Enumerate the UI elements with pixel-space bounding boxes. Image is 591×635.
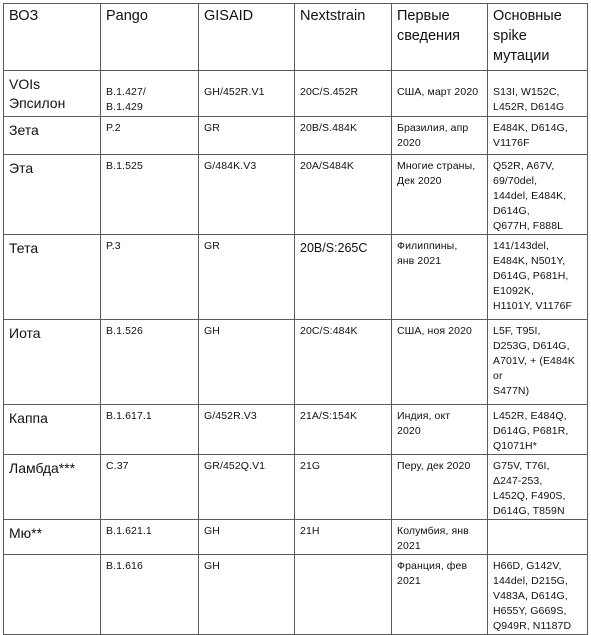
cell-spike: [488, 117, 588, 155]
header-who-label: ВОЗ: [9, 8, 39, 24]
nextstrain-clade: 21G: [300, 460, 321, 472]
spike-mutations: H66D, G142V, 144del, D215G, V483A, D614G, H655Y, G669S, Q949R, N1187D: [493, 560, 572, 632]
header-first-reports-label: Первые сведения: [397, 8, 461, 44]
cell-pango: [101, 455, 199, 520]
spike-mutations: G75V, T76I, Δ247-253, L452Q, F490S, D614G, T859N: [493, 460, 566, 517]
cell-gisaid: [199, 320, 295, 405]
spike-mutations: Q52R, A67V, 69/70del, 144del, E484K, D614G, Q677H, F888L: [493, 160, 567, 232]
spike-mutations: E484K, D614G, V1176F: [493, 122, 568, 149]
cell-gisaid: [199, 235, 295, 320]
cell-spike: [488, 455, 588, 520]
spike-mutations: S13I, W152C, L452R, D614G: [493, 86, 565, 113]
cell-nextstrain: [295, 405, 392, 455]
variant-name: VOIs Эпсилон: [9, 76, 66, 111]
cell-spike: [488, 320, 588, 405]
nextstrain-clade: 21H: [300, 525, 320, 537]
first-reports: США, март 2020: [397, 86, 479, 98]
cell-nextstrain: [295, 155, 392, 235]
cell-pango: [101, 320, 199, 405]
cell-nextstrain: [295, 235, 392, 320]
cell-spike: [488, 71, 588, 117]
header-gisaid: [199, 4, 295, 71]
variant-name: Каппа: [9, 410, 48, 426]
nextstrain-clade: 20A/S484K: [300, 160, 355, 172]
header-gisaid-label: GISAID: [204, 8, 254, 24]
cell-pango: [101, 555, 199, 635]
gisaid-clade: GH: [204, 560, 220, 572]
gisaid-clade: GH/452R.V1: [204, 86, 265, 98]
nextstrain-clade: 20C/S:484K: [300, 325, 358, 337]
pango-lineage: P.2: [106, 122, 121, 134]
cell-first-reports: [392, 405, 488, 455]
cell-who: [4, 235, 101, 320]
header-pango: [101, 4, 199, 71]
nextstrain-clade: 20B/S:265C: [300, 241, 368, 255]
cell-gisaid: [199, 155, 295, 235]
cell-first-reports: [392, 320, 488, 405]
cell-who: [4, 455, 101, 520]
cell-first-reports: [392, 455, 488, 520]
cell-pango: [101, 520, 199, 555]
nextstrain-clade: 20C/S.452R: [300, 86, 359, 98]
variant-name: Иота: [9, 325, 41, 341]
cell-who: [4, 405, 101, 455]
cell-who: [4, 117, 101, 155]
cell-spike: [488, 555, 588, 635]
nextstrain-clade: 21A/S:154K: [300, 410, 358, 422]
header-spike-mutations: [488, 4, 588, 71]
gisaid-clade: G/484K.V3: [204, 160, 257, 172]
pango-lineage: B.1.621.1: [106, 525, 152, 537]
pango-lineage: B.1.616: [106, 560, 143, 572]
table-row: [4, 117, 588, 155]
cell-gisaid: [199, 520, 295, 555]
gisaid-clade: GH: [204, 525, 220, 537]
cell-who: [4, 71, 101, 117]
header-nextstrain-label: Nextstrain: [300, 8, 366, 24]
table-row: [4, 555, 588, 635]
table-row: [4, 155, 588, 235]
first-reports: Перу, дек 2020: [397, 460, 471, 472]
pango-lineage: C.37: [106, 460, 129, 472]
cell-first-reports: [392, 555, 488, 635]
cell-spike: [488, 520, 588, 555]
first-reports: Колумбия, янв 2021: [397, 525, 469, 552]
variant-name: Тета: [9, 240, 39, 256]
cell-pango: [101, 235, 199, 320]
table-row: [4, 320, 588, 405]
pango-lineage: B.1.427/ B.1.429: [106, 86, 146, 113]
cell-first-reports: [392, 520, 488, 555]
cell-gisaid: [199, 555, 295, 635]
table-row: [4, 455, 588, 520]
first-reports: Индия, окт 2020: [397, 410, 451, 437]
cell-pango: [101, 155, 199, 235]
cell-pango: [101, 117, 199, 155]
variant-name: Эта: [9, 160, 34, 176]
cell-first-reports: [392, 117, 488, 155]
cell-spike: [488, 235, 588, 320]
pango-lineage: B.1.526: [106, 325, 143, 337]
variant-name: Зета: [9, 122, 39, 138]
nextstrain-clade: 20B/S.484K: [300, 122, 358, 134]
variant-name: Мю**: [9, 525, 43, 541]
pango-lineage: P.3: [106, 240, 121, 252]
spike-mutations: 141/143del, E484K, N501Y, D614G, P681H, E1092K, H1101Y, V1176F: [493, 240, 573, 312]
cell-nextstrain: [295, 71, 392, 117]
first-reports: Многие страны, Дек 2020: [397, 160, 476, 187]
gisaid-clade: GR: [204, 122, 220, 134]
gisaid-clade: GH: [204, 325, 220, 337]
header-pango-label: Pango: [106, 8, 148, 24]
cell-first-reports: [392, 235, 488, 320]
cell-gisaid: [199, 455, 295, 520]
first-reports: Франция, фев 2021: [397, 560, 468, 587]
cell-nextstrain: [295, 455, 392, 520]
cell-gisaid: [199, 71, 295, 117]
cell-pango: [101, 71, 199, 117]
cell-nextstrain: [295, 520, 392, 555]
table-row: [4, 235, 588, 320]
spike-mutations: L452R, E484Q, D614G, P681R, Q1071H*: [493, 410, 569, 452]
cell-pango: [101, 405, 199, 455]
header-first-reports: [392, 4, 488, 71]
first-reports: Бразилия, апр 2020: [397, 122, 469, 149]
pango-lineage: B.1.525: [106, 160, 143, 172]
table-row: [4, 520, 588, 555]
cell-spike: [488, 405, 588, 455]
cell-nextstrain: [295, 117, 392, 155]
cell-first-reports: [392, 155, 488, 235]
pango-lineage: B.1.617.1: [106, 410, 152, 422]
cell-gisaid: [199, 117, 295, 155]
variant-name: Ламбда***: [9, 460, 76, 476]
table-row: [4, 71, 588, 117]
cell-gisaid: [199, 405, 295, 455]
gisaid-clade: G/452R.V3: [204, 410, 257, 422]
header-spike-mutations-label: Основные spike мутации: [493, 8, 562, 64]
cell-first-reports: [392, 71, 488, 117]
variants-table: [3, 3, 588, 635]
cell-who: [4, 155, 101, 235]
spike-mutations: L5F, T95I, D253G, D614G, A701V, + (E484K or S477N): [493, 325, 575, 397]
gisaid-clade: GR: [204, 240, 220, 252]
cell-who: [4, 520, 101, 555]
table-row: [4, 405, 588, 455]
first-reports: США, ноя 2020: [397, 325, 472, 337]
header-who: [4, 4, 101, 71]
cell-who: [4, 555, 101, 635]
cell-nextstrain: [295, 320, 392, 405]
table-header-row: [4, 4, 588, 71]
cell-who: [4, 320, 101, 405]
cell-spike: [488, 155, 588, 235]
header-nextstrain: [295, 4, 392, 71]
cell-nextstrain: [295, 555, 392, 635]
gisaid-clade: GR/452Q.V1: [204, 460, 266, 472]
first-reports: Филиппины, янв 2021: [397, 240, 458, 267]
